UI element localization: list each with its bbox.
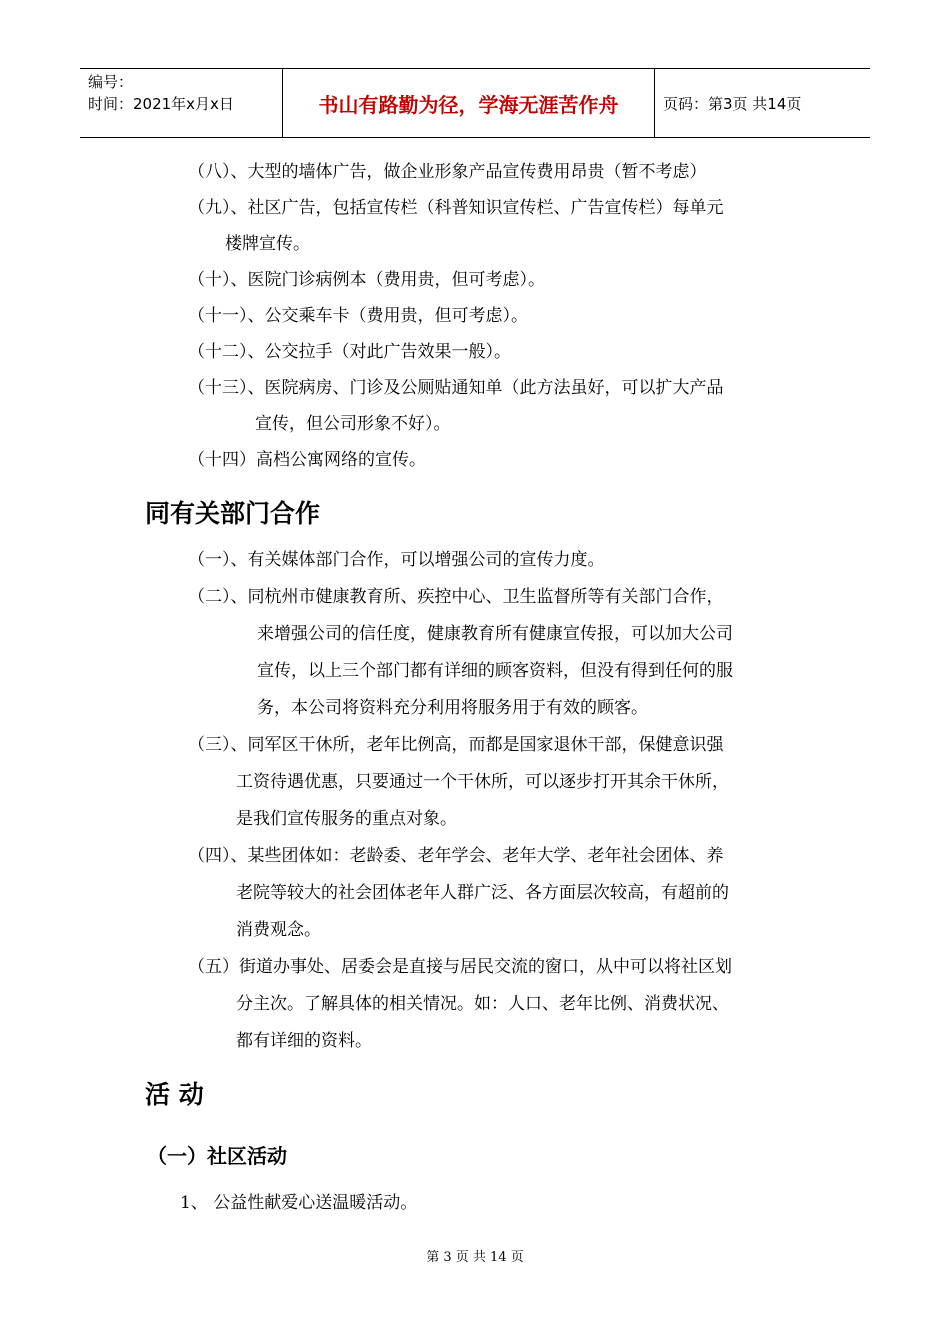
page-footer: 第 3 页 共 14 页	[426, 1250, 524, 1265]
ad-item-13: （十三）、医院病房、门诊及公厕贴通知单（此方法虽好，可以扩大产品	[188, 378, 724, 398]
coop-item-4-cont-2: 消费观念。	[236, 920, 321, 940]
ad-item-11: （十一）、公交乘车卡（费用贵，但可考虑）。	[188, 306, 528, 326]
coop-item-2-cont-3: 务，本公司将资料充分利用将服务用于有效的顾客。	[257, 698, 648, 718]
coop-item-1: （一）、有关媒体部门合作，可以增强公司的宣传力度。	[188, 550, 605, 570]
coop-item-3-cont-2: 是我们宣传服务的重点对象。	[236, 809, 457, 829]
coop-item-5-cont-2: 都有详细的资料。	[236, 1031, 372, 1051]
date-label: 时间：2021年x月x日	[88, 95, 234, 113]
coop-item-2-cont-1: 来增强公司的信任度，健康教育所有健康宣传报，可以加大公司	[257, 624, 733, 644]
coop-item-5-cont-1: 分主次。了解具体的相关情况。如：人口、老年比例、消费状况、	[236, 994, 729, 1014]
header-page-info: 页码：第3页 共14页	[663, 94, 802, 113]
number-label: 编号：	[88, 73, 134, 91]
coop-item-3: （三）、同军区干休所，老年比例高，而都是国家退休干部，保健意识强	[188, 735, 724, 755]
ad-item-9: （九）、社区广告，包括宣传栏（科普知识宣传栏、广告宣传栏）每单元	[188, 198, 724, 218]
ad-item-8: （八）、大型的墙体广告，做企业形象产品宣传费用昂贵（暂不考虑）	[188, 162, 707, 182]
header-motto: 书山有路勤为径，学海无涯苦作舟	[283, 69, 655, 137]
document-header	[80, 68, 870, 138]
header-meta	[80, 69, 283, 137]
coop-item-4: （四）、某些团体如：老龄委、老年学会、老年大学、老年社会团体、养	[188, 846, 724, 866]
coop-item-3-cont-1: 工资待遇优惠，只要通过一个干休所，可以逐步打开其余干休所，	[236, 772, 729, 792]
ad-item-10: （十）、医院门诊病例本（费用贵，但可考虑）。	[188, 270, 545, 290]
activity-item-1: 1、 公益性献爱心送温暖活动。	[180, 1193, 418, 1213]
section-title-cooperation: 同有关部门合作	[145, 499, 321, 528]
ad-item-14: （十四）高档公寓网络的宣传。	[188, 450, 426, 470]
coop-item-5: （五）街道办事处、居委会是直接与居民交流的窗口，从中可以将社区划	[188, 957, 732, 977]
section-title-activities: 活 动	[145, 1080, 204, 1109]
ad-item-12: （十二）、公交拉手（对此广告效果一般）。	[188, 342, 511, 362]
coop-item-2-cont-2: 宣传，以上三个部门都有详细的顾客资料，但没有得到任何的服	[257, 661, 733, 681]
coop-item-4-cont-1: 老院等较大的社会团体老年人群广泛、各方面层次较高，有超前的	[236, 883, 729, 903]
ad-item-13-cont: 宣传，但公司形象不好）。	[255, 414, 451, 434]
coop-item-2: （二）、同杭州市健康教育所、疾控中心、卫生监督所等有关部门合作，	[188, 587, 724, 607]
subsection-title-community: （一）社区活动	[147, 1144, 287, 1168]
ad-item-9-cont: 楼牌宣传。	[225, 234, 310, 254]
